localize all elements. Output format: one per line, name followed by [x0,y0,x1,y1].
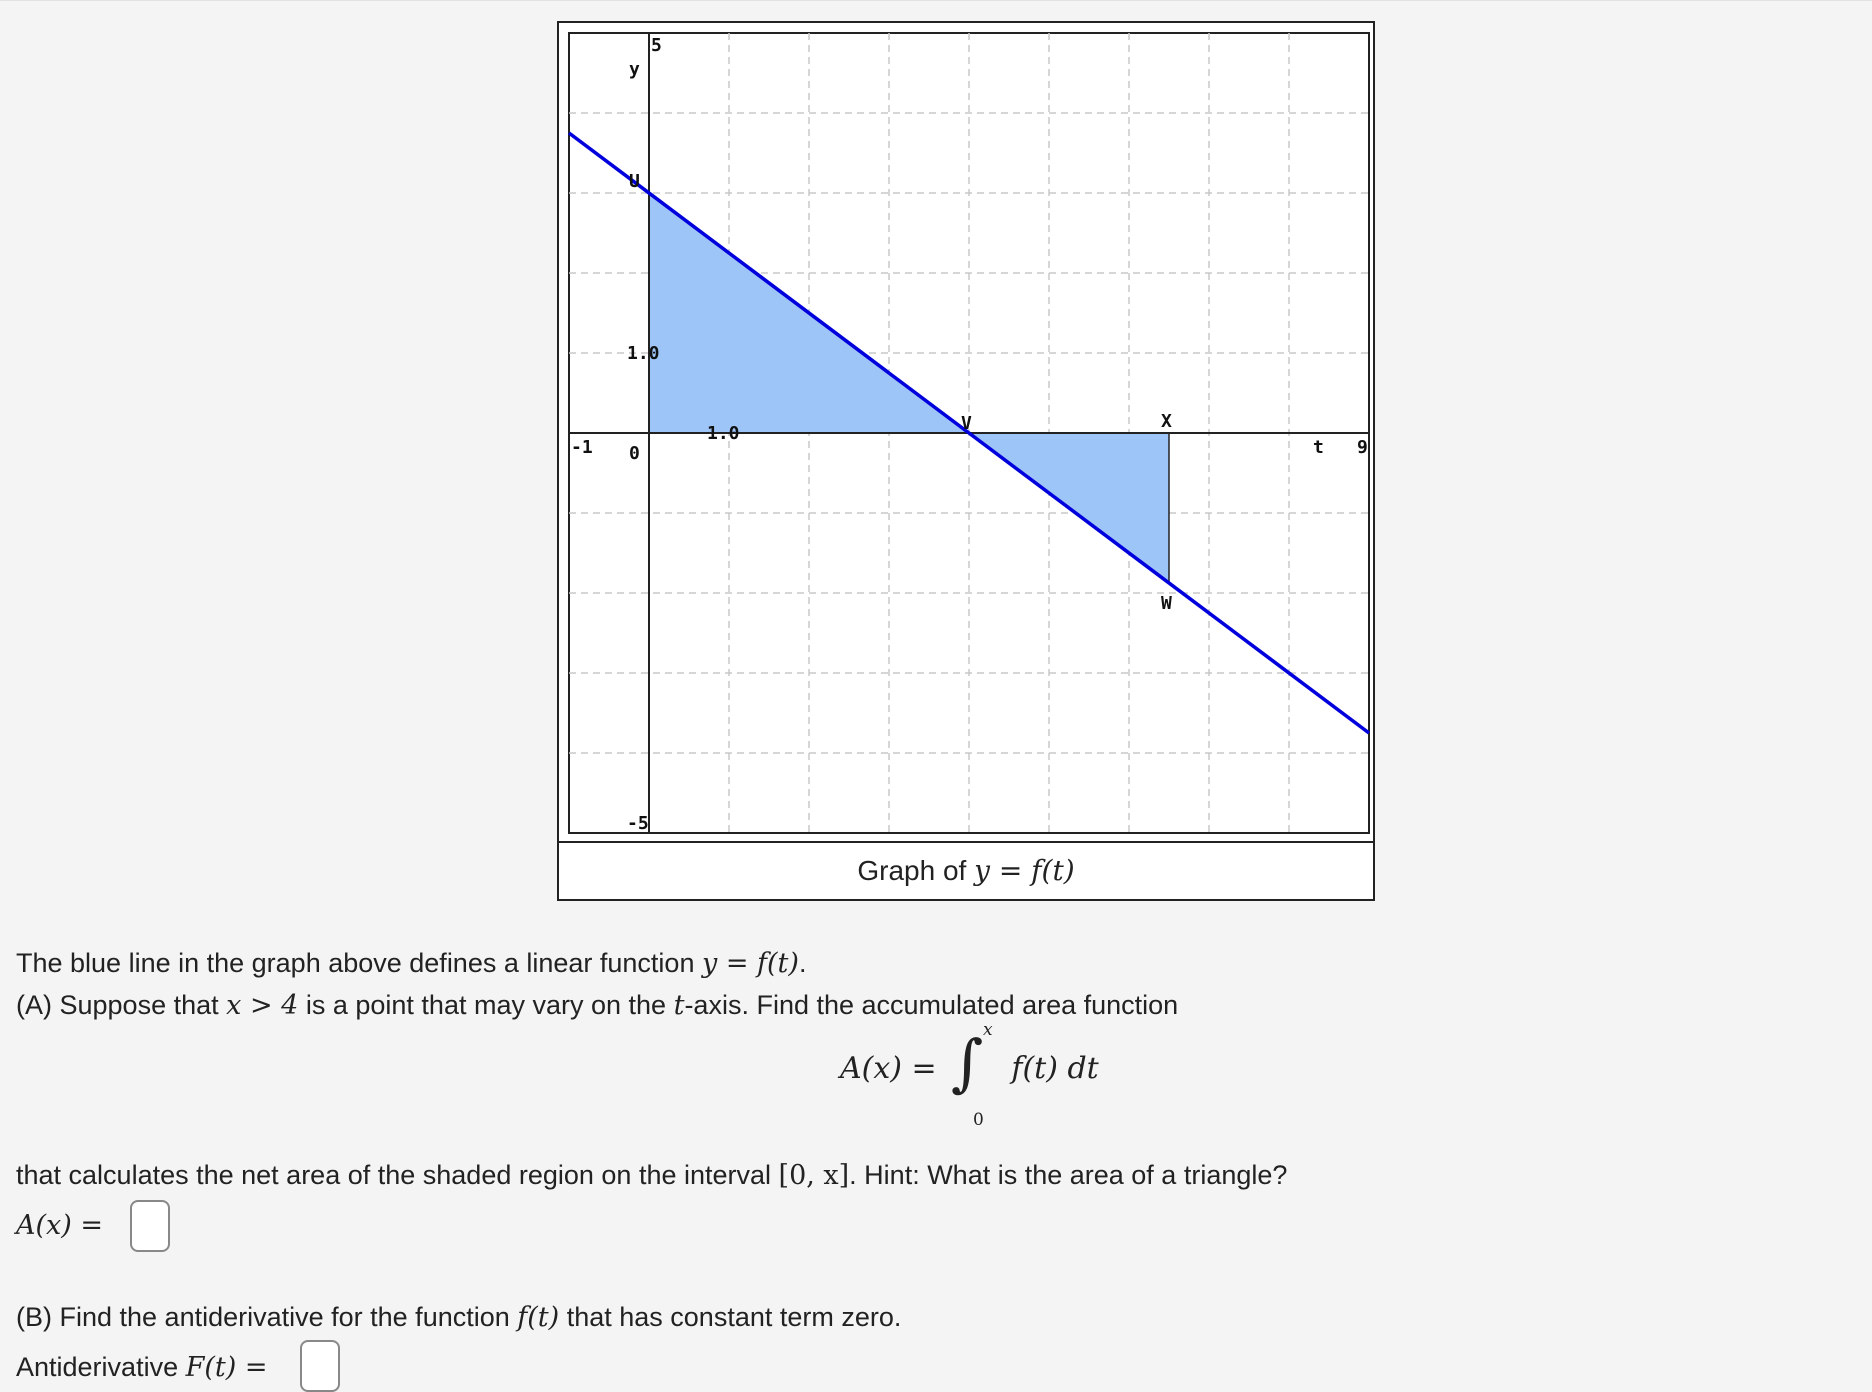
x-max-label: 9 [1357,437,1368,458]
answer-a-label: A(x) = [16,1210,103,1241]
y-unit-label: 1.0 [627,343,660,364]
caption-math: y = f(t) [974,854,1075,887]
origin-label: 0 [629,443,640,464]
intro-end: . [798,948,807,978]
part-b-text [16,1302,901,1333]
part-a-prefix: (A) Suppose that [16,990,219,1020]
y-axis-label: y [629,59,640,80]
point-label-w: W [1161,593,1172,614]
graph-plot [559,23,1373,841]
answer-a-input[interactable] [130,1200,170,1252]
part-a-math-t: t [673,990,685,1021]
part-a-text [16,990,1178,1021]
interval-math: [0, x] [778,1160,850,1191]
part-a-end: -axis. Find the accumulated area function [684,990,1179,1020]
answer-b-label: F(t) = [185,1352,268,1383]
interval-text [16,1160,1287,1191]
x-unit-label: 1.0 [707,423,740,444]
point-label-u: U [629,171,640,192]
y-max-label: 5 [651,35,662,56]
integral-display [840,1020,1099,1130]
interval-end: . Hint: What is the area of a triangle? [849,1160,1288,1190]
y-min-label: -5 [627,813,649,834]
part-b-end: that has constant term zero. [566,1302,902,1332]
answer-a-row [16,1210,103,1241]
integral-lower: 0 [973,1110,984,1130]
answer-b-input[interactable] [300,1340,340,1392]
intro-text: The blue line in the graph above defines a linear function [16,948,695,978]
t-axis-label: t [1313,437,1324,458]
top-divider [0,0,1872,1]
x-min-label: -1 [571,437,593,458]
interval-prefix: that calculates the net area of the shaded region on the interval [16,1160,772,1190]
integral-integrand: f(t) dt [1011,1050,1099,1086]
graph-caption [559,841,1373,899]
part-a-mid: is a point that may vary on the [305,990,667,1020]
intro-math: y = f(t) [701,948,799,979]
integral-sign: ∫ [951,1026,984,1099]
graph-figure [557,21,1375,901]
answer-b-text: Antiderivative [16,1352,179,1382]
part-b-prefix: (B) Find the antiderivative for the function [16,1302,510,1332]
integral-upper: x [983,1020,993,1040]
answer-b-row [16,1352,267,1383]
problem-intro [16,948,806,979]
point-label-v: V [961,413,972,434]
part-b-math: f(t) [517,1302,560,1333]
integral-lhs: A(x) = [840,1050,937,1086]
point-label-x: X [1161,411,1172,432]
part-a-math-x: x > 4 [226,990,299,1021]
caption-prefix: Graph of [857,855,975,886]
